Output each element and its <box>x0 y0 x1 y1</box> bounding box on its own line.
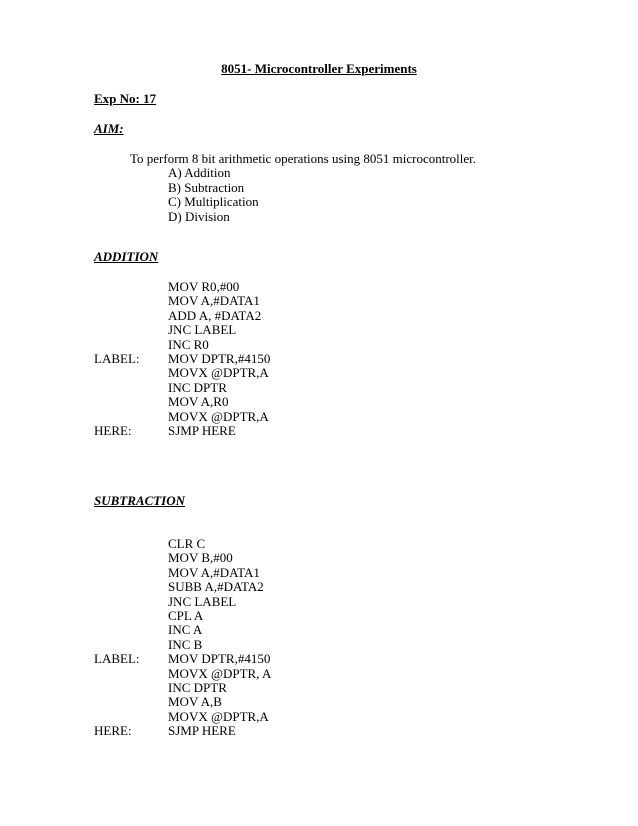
code-line <box>94 609 271 623</box>
code-instruction: MOV DPTR,#4150 <box>168 651 271 667</box>
code-label <box>94 710 168 724</box>
code-line <box>94 366 270 380</box>
code-line <box>94 381 270 395</box>
aim-list-item: A) Addition <box>168 165 231 180</box>
aim-list-item: D) Division <box>168 208 230 224</box>
code-line <box>94 695 271 709</box>
code-instruction: MOV A,#DATA1 <box>168 293 260 309</box>
code-line <box>94 395 270 409</box>
code-label <box>94 280 168 294</box>
code-line <box>94 595 271 609</box>
code-line <box>94 580 271 594</box>
code-label <box>94 338 168 352</box>
code-instruction: INC A <box>168 622 203 638</box>
code-line <box>94 623 271 637</box>
subtraction-heading: SUBTRACTION <box>94 493 186 508</box>
addition-code-block <box>94 280 270 438</box>
code-line <box>94 410 270 424</box>
code-instruction: MOVX @DPTR,A <box>168 708 269 724</box>
addition-heading: ADDITION <box>94 249 159 264</box>
code-line <box>94 537 271 551</box>
code-instruction: INC R0 <box>168 336 209 352</box>
code-instruction: MOVX @DPTR, A <box>168 665 272 681</box>
aim-list-item: B) Subtraction <box>168 179 245 195</box>
code-instruction: INC DPTR <box>168 679 227 695</box>
code-instruction: MOV A,R0 <box>168 394 229 410</box>
code-label <box>94 410 168 424</box>
code-label <box>94 580 168 594</box>
code-label <box>94 695 168 709</box>
code-label <box>94 667 168 681</box>
code-label <box>94 381 168 395</box>
code-instruction: MOV R0,#00 <box>168 279 240 294</box>
code-label <box>94 309 168 323</box>
code-label <box>94 566 168 580</box>
code-instruction: SUBB A,#DATA2 <box>168 579 264 595</box>
code-instruction: MOVX @DPTR,A <box>168 365 269 381</box>
code-instruction: JNC LABEL <box>168 322 237 338</box>
code-instruction: SJMP HERE <box>168 422 236 438</box>
code-label: HERE: <box>94 723 132 739</box>
code-line <box>94 323 270 337</box>
code-line <box>94 681 271 695</box>
code-line <box>94 352 270 366</box>
code-instruction: CPL A <box>168 607 204 623</box>
code-line <box>94 566 271 580</box>
code-instruction: MOV A,B <box>168 694 222 710</box>
code-label <box>94 595 168 609</box>
code-line <box>94 724 271 738</box>
code-instruction: INC DPTR <box>168 379 227 395</box>
code-line <box>94 309 270 323</box>
code-label <box>94 638 168 652</box>
code-label <box>94 294 168 308</box>
code-label <box>94 323 168 337</box>
code-instruction: MOV B,#00 <box>168 550 233 566</box>
code-line <box>94 551 271 565</box>
code-line <box>94 280 270 294</box>
code-label <box>94 551 168 565</box>
code-label: LABEL: <box>94 651 140 667</box>
code-line <box>94 638 271 652</box>
code-label <box>94 681 168 695</box>
experiment-number: Exp No: 17 <box>94 91 157 106</box>
aim-list-item: C) Multiplication <box>168 194 259 209</box>
code-line <box>94 667 271 681</box>
code-instruction: SJMP HERE <box>168 723 236 739</box>
code-line <box>94 294 270 308</box>
code-line <box>94 424 270 438</box>
aim-list <box>168 166 259 224</box>
code-label: LABEL: <box>94 350 140 366</box>
code-label <box>94 395 168 409</box>
subtraction-code-block <box>94 537 271 738</box>
code-label <box>94 609 168 623</box>
code-instruction: JNC LABEL <box>168 593 237 609</box>
code-instruction: MOV A,#DATA1 <box>168 564 260 580</box>
code-instruction: MOV DPTR,#4150 <box>168 350 271 366</box>
code-label <box>94 623 168 637</box>
code-line <box>94 652 271 666</box>
aim-heading: AIM: <box>94 121 124 136</box>
code-label <box>94 537 168 551</box>
code-instruction: ADD A, #DATA2 <box>168 307 262 323</box>
code-instruction: CLR C <box>168 536 206 551</box>
code-line <box>94 710 271 724</box>
page-title: 8051- Microcontroller Experiments <box>221 61 417 76</box>
aim-text: To perform 8 bit arithmetic operations using 8051 microcontroller. <box>130 151 477 166</box>
code-label: HERE: <box>94 422 132 438</box>
code-instruction: INC B <box>168 636 203 652</box>
code-label <box>94 366 168 380</box>
code-instruction: MOVX @DPTR,A <box>168 408 269 424</box>
code-line <box>94 338 270 352</box>
